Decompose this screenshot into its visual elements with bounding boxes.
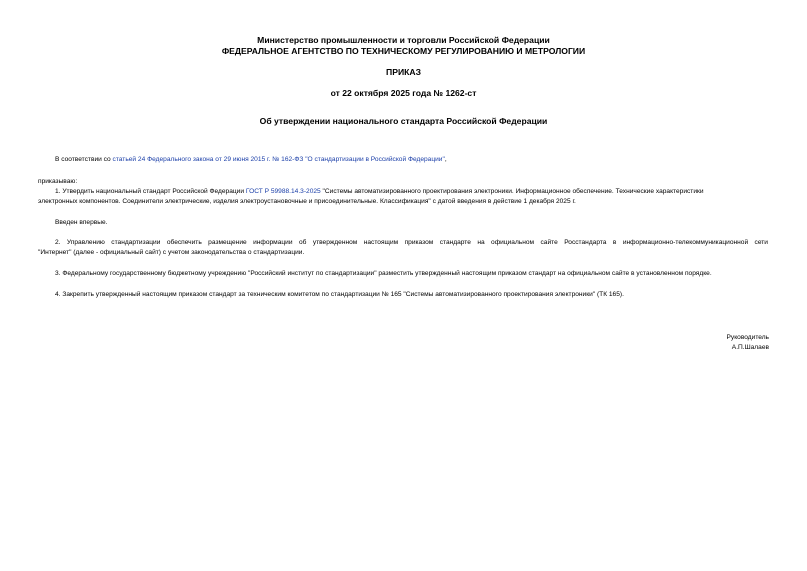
gost-link[interactable]: ГОСТ Р 59988.14.3-2025 (245, 188, 321, 195)
order-word: приказываю: (38, 178, 78, 185)
item1-line1 (55, 187, 704, 197)
preamble-suffix: , (444, 156, 447, 163)
preamble (55, 155, 447, 165)
item2-line2: "Интернет" (далее - официальный сайт) с учетом законодательства о стандартизации. (38, 249, 305, 256)
signature-title: Руководитель (726, 334, 769, 341)
agency-title: ФЕДЕРАЛЬНОЕ АГЕНТСТВО ПО ТЕХНИЧЕСКОМУ РЕГУЛИРОВАНИЮ И МЕТРОЛОГИИ (221, 46, 586, 56)
item1-prefix: 1. Утвердить национальный стандарт Российской Федерации (55, 188, 246, 195)
preamble-prefix: В соответствии со (55, 156, 113, 163)
item1-line2: электронных компонентов. Соединители электрические, изделия электроустановочные и присоединительные. Классификация" с датой введения в действие 1 декабря 2025 г. (38, 198, 576, 205)
law-link[interactable]: статьей 24 Федерального закона от 29 июня 2015 г. № 162-ФЗ "О стандартизации в Российской Федерации" (112, 156, 445, 163)
introduced-note: Введен впервые. (55, 219, 108, 226)
signature-name: А.П.Шалаев (731, 344, 769, 351)
subject-title: Об утверждении национального стандарта Российской Федерации (259, 116, 548, 126)
date-number: от 22 октября 2025 года № 1262-ст (330, 88, 477, 98)
ministry-title: Министерство промышленности и торговли Российской Федерации (257, 35, 550, 45)
item1-rest: "Системы автоматизированного проектирования электроники. Информационное обеспечение. Технические характеристики (320, 188, 704, 195)
item2-line1: 2. Управлению стандартизации обеспечить размещение информации об утвержденном настоящим приказом стандарте на официальном сайте Росстандарта в информационно-телекоммуникационной сети (55, 239, 768, 246)
item4: 4. Закрепить утвержденный настоящим приказом стандарт за техническим комитетом по стандартизации № 165 "Системы автоматизированного проектирования электроники" (ТК 165). (55, 291, 624, 298)
item3: 3. Федеральному государственному бюджетному учреждению "Российский институт по стандартизации" разместить утвержденный настоящим приказом стандарт на официальном сайте в установленном порядке. (55, 270, 712, 277)
doc-type: ПРИКАЗ (386, 67, 421, 77)
